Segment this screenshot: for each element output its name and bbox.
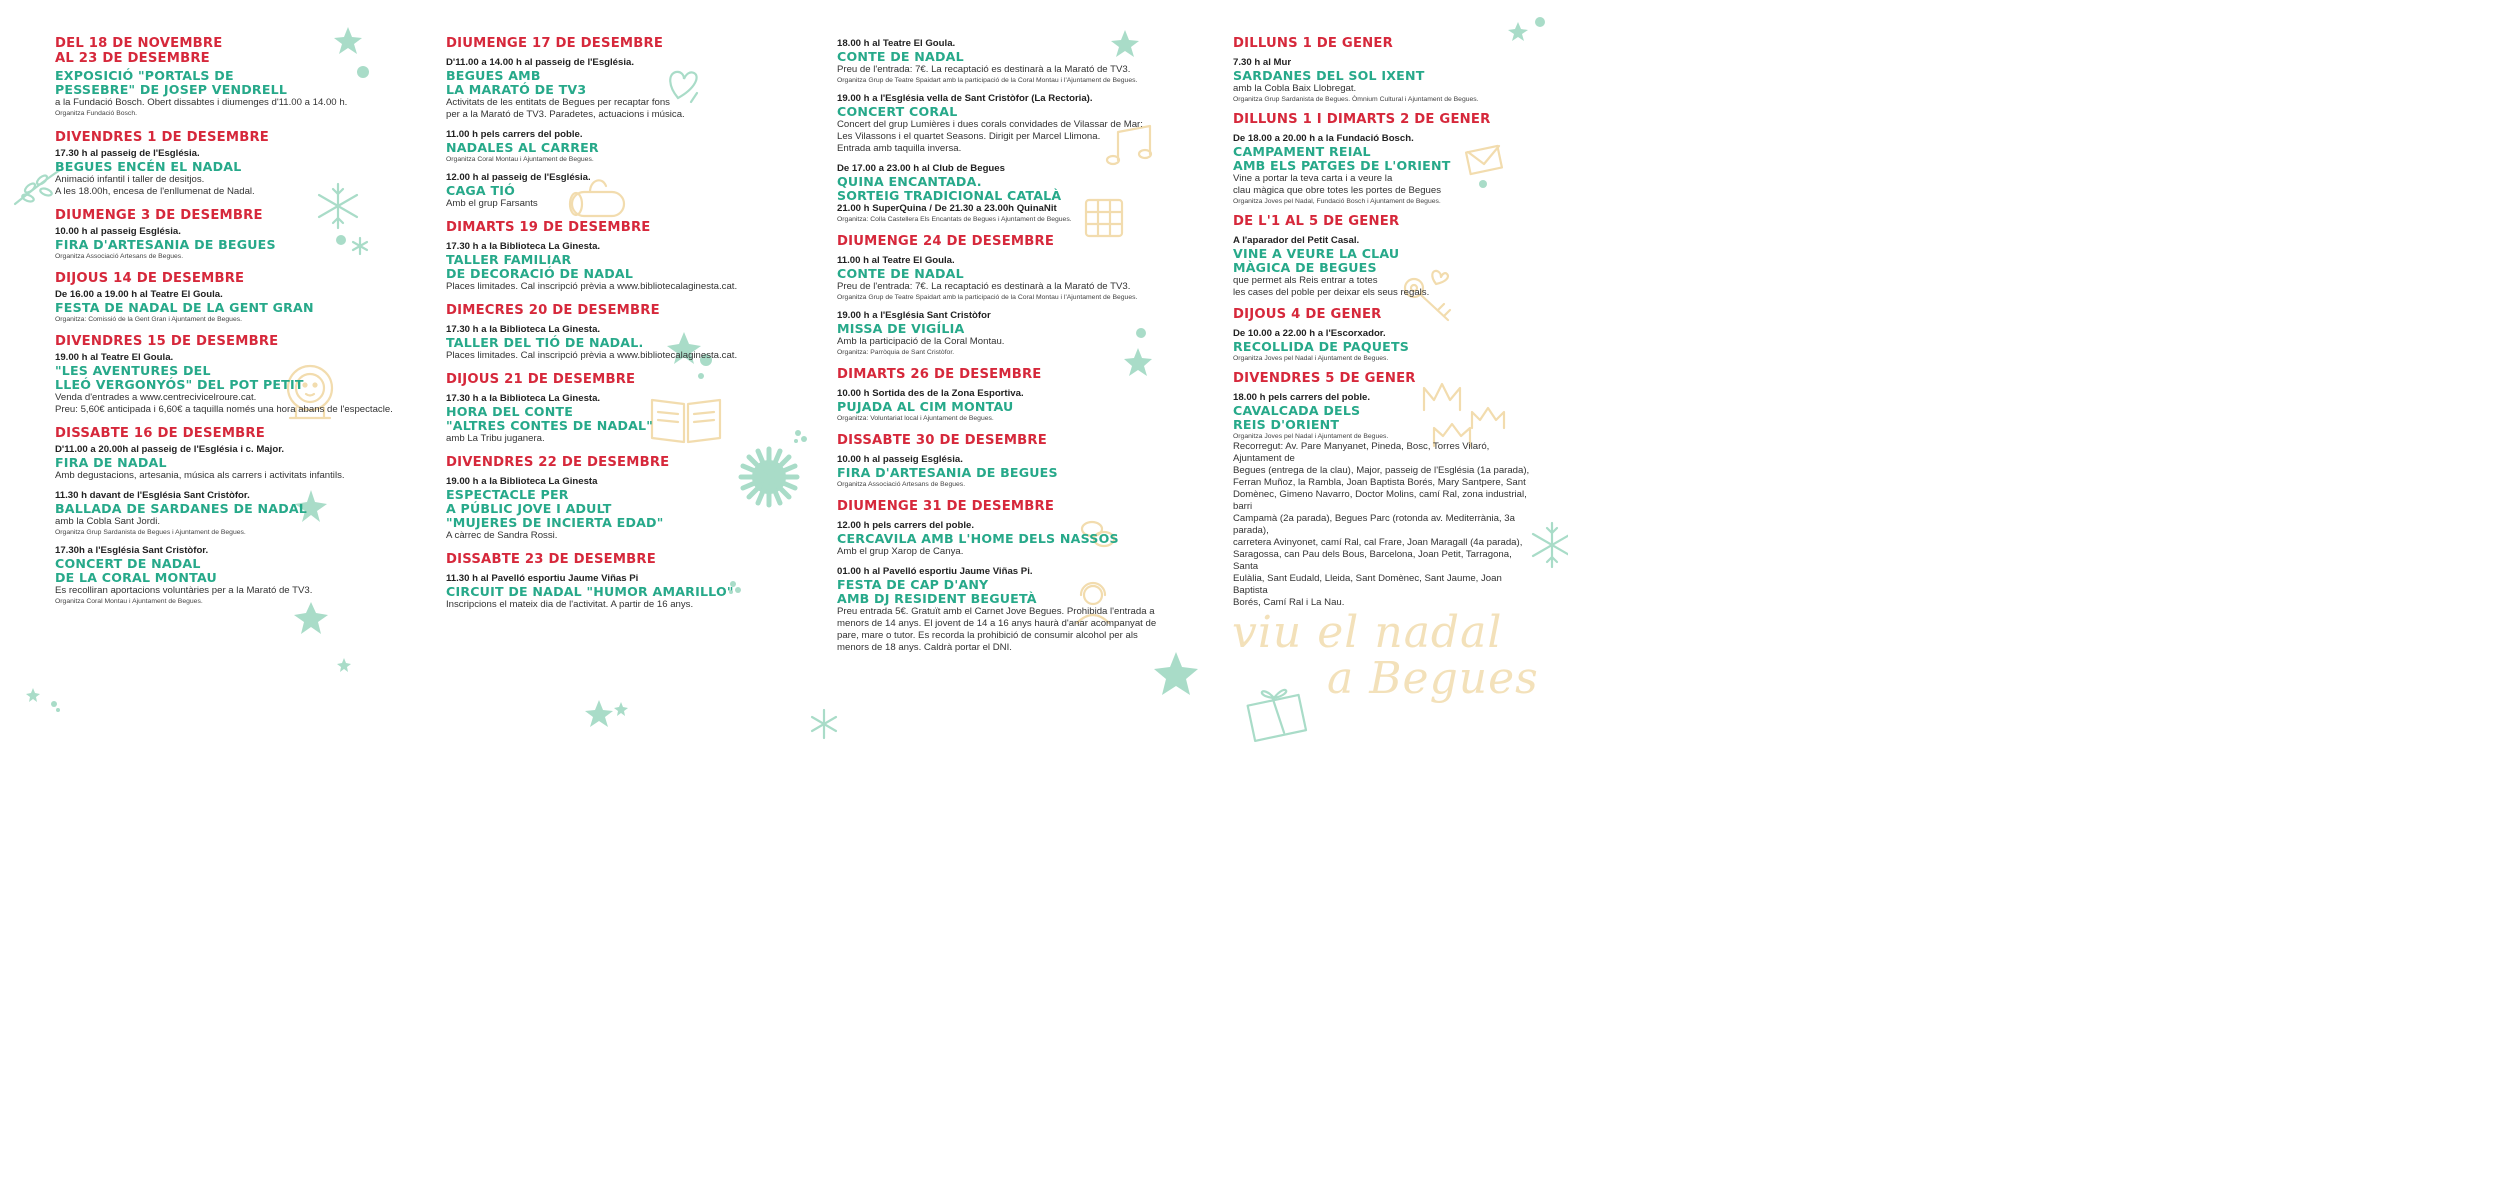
event: [1233, 441, 1533, 609]
event-time-place: 11.30 h al Pavelló esportiu Jaume Viñas Pi: [446, 573, 639, 584]
date-group: [837, 38, 1177, 224]
event: [1233, 235, 1533, 299]
event: [837, 163, 1177, 224]
column-2: [446, 36, 786, 617]
event-time-place: 17.30h a l'Església Sant Cristòfor.: [55, 545, 209, 556]
slogan-line-2: a Begues: [1327, 653, 1539, 704]
event: [1233, 57, 1533, 104]
date-heading: DIUMENGE 3 DE DESEMBRE: [55, 208, 263, 223]
event: [55, 490, 395, 537]
event-title: NADALES AL CARRER: [446, 140, 599, 155]
event-time-place: 11.00 h pels carrers del poble.: [446, 129, 583, 140]
date-heading: DIVENDRES 22 DE DESEMBRE: [446, 455, 670, 470]
event-title: BALLADA DE SARDANES DE NADAL: [55, 501, 308, 516]
event-description: Es recolliran aportacions voluntàries per a la Marató de TV3.: [55, 585, 313, 596]
event: [446, 172, 786, 210]
star-icon: [585, 700, 613, 727]
event-organizer: Organitza: Parròquia de Sant Cristòfor.: [837, 349, 955, 356]
event-organizer: Organitza Associació Artesans de Begues.: [837, 481, 966, 488]
event-organizer: Organitza Coral Montau i Ajuntament de Begues.: [446, 156, 594, 163]
event: [1233, 392, 1533, 441]
star-icon: [26, 688, 40, 702]
event-title: CAMPAMENT REIAL AMB ELS PATGES DE L'ORIENT: [1233, 144, 1451, 173]
event-description: Amb el grup Farsants: [446, 198, 538, 209]
event: [446, 129, 786, 164]
event-title: HORA DEL CONTE "ALTRES CONTES DE NADAL": [446, 404, 654, 433]
column-4: [1233, 36, 1533, 615]
event-title: CERCAVILA AMB L'HOME DELS NASSOS: [837, 531, 1119, 546]
event-time-place: 19.00 h a l'Església Sant Cristòfor: [837, 310, 991, 321]
event-time-place: De 17.00 a 23.00 h al Club de Begues: [837, 163, 1005, 174]
event-title: FIRA D'ARTESANIA DE BEGUES: [837, 465, 1058, 480]
column-3: [837, 36, 1177, 660]
date-group: [446, 36, 786, 210]
event-time-place: 19.00 h a l'Església vella de Sant Cristòfor (La Rectoria).: [837, 93, 1093, 104]
date-heading: DE L'1 AL 5 DE GENER: [1233, 214, 1400, 229]
event-description: Places limitades. Cal inscripció prèvia a www.bibliotecalaginesta.cat.: [446, 350, 738, 361]
event-time-place: D'11.00 a 20.00h al passeig de l'Església i c. Major.: [55, 444, 285, 455]
event-organizer: Organitza Joves pel Nadal, Fundació Bosch i Ajuntament de Begues.: [1233, 198, 1441, 205]
event-organizer: Organitza Grup de Teatre Spaidart amb la participació de la Coral Montau i l'Ajuntament de Begues.: [837, 294, 1138, 301]
snowflake-icon: [812, 710, 836, 738]
event-title: VINE A VEURE LA CLAU MÀGICA DE BEGUES: [1233, 246, 1400, 275]
event-organizer: Organitza Coral Montau i Ajuntament de Begues.: [55, 598, 203, 605]
event: [446, 393, 786, 445]
event-title: CONCERT DE NADAL DE LA CORAL MONTAU: [55, 556, 217, 585]
event-time-place: 17.30 h a la Biblioteca La Ginesta.: [446, 393, 601, 404]
event-time-place: 7.30 h al Mur: [1233, 57, 1292, 68]
event-description: Preu entrada 5€. Gratuït amb el Carnet Jove Begues. Prohibida l'entrada a menors de 14 anys. El jovent de 14 a 16 anys haurà d'anar acompanyat de pare, mare o tutor. Es recorda la prohibició de consumir alcohol per als menors de 18 anys. Caldrà portar el DNI.: [837, 606, 1157, 653]
event-title: FIRA DE NADAL: [55, 455, 167, 470]
event: [837, 566, 1177, 654]
date-group: [837, 234, 1177, 357]
date-group: [55, 271, 395, 324]
date-heading: DEL 18 DE NOVEMBRE AL 23 DE DESEMBRE: [55, 36, 223, 66]
date-group: [446, 552, 786, 611]
event: [446, 573, 786, 611]
event-title: QUINA ENCANTADA. SORTEIG TRADICIONAL CATALÀ: [837, 174, 1062, 203]
program-page: [0, 0, 1568, 742]
event-time-place: De 10.00 a 22.00 h a l'Escorxador.: [1233, 328, 1386, 339]
event-time-place: 17.30 h a la Biblioteca La Ginesta.: [446, 241, 601, 252]
event-title: BEGUES ENCÉN EL NADAL: [55, 159, 242, 174]
event-title: TALLER FAMILIAR DE DECORACIÓ DE NADAL: [446, 252, 634, 281]
event-title: CONTE DE NADAL: [837, 49, 964, 64]
event-organizer: Organitza Joves pel Nadal i Ajuntament de Begues.: [1233, 433, 1389, 440]
event: [446, 241, 786, 293]
event-time-place: 18.00 h pels carrers del poble.: [1233, 392, 1371, 403]
event-organizer: Organitza: Voluntariat local i Ajuntament de Begues.: [837, 415, 994, 422]
event-time-place: 11.00 h al Teatre El Goula.: [837, 255, 955, 266]
event-description: Places limitades. Cal inscripció prèvia a www.bibliotecalaginesta.cat.: [446, 281, 738, 292]
event-description: que permet als Reis entrar a totes les cases del poble per deixar els seus regals.: [1233, 275, 1430, 298]
event-title: "LES AVENTURES DEL LLEÓ VERGONYÓS" DEL POT PETIT: [55, 363, 304, 392]
event-description: Concert del grup Lumières i dues corals convidades de Vilassar de Mar: Les Vilassons i el quartet Seasons. Dirigit per Marcel Llimona. Entrada amb taquilla inversa.: [837, 119, 1143, 154]
date-group: [837, 499, 1177, 654]
event-description: Preu de l'entrada: 7€. La recaptació es destinarà a la Marató de TV3.: [837, 281, 1131, 292]
event-organizer: Organitza: Colla Castellera Els Encantats de Begues i Ajuntament de Begues.: [837, 216, 1072, 223]
event-time-place: 12.00 h al passeig de l'Església.: [446, 172, 591, 183]
event: [1233, 328, 1533, 363]
date-group: [55, 130, 395, 198]
event-title: EXPOSICIÓ "PORTALS DE PESSEBRE" DE JOSEP VENDRELL: [55, 68, 288, 97]
event-organizer: Organitza Grup de Teatre Spaidart amb la participació de la Coral Montau i l'Ajuntament de Begues.: [837, 77, 1138, 84]
event-description: Amb degustacions, artesania, música als carrers i activitats infantils.: [55, 470, 345, 481]
event-description: amb la Cobla Baix Llobregat.: [1233, 83, 1357, 94]
event-time-place: De 16.00 a 19.00 h al Teatre El Goula.: [55, 289, 223, 300]
event-time-place: 18.00 h al Teatre El Goula.: [837, 38, 956, 49]
event-description: a la Fundació Bosch. Obert dissabtes i diumenges d'11.00 a 14.00 h.: [55, 97, 348, 108]
event: [446, 57, 786, 121]
date-group: [1233, 307, 1533, 363]
event-title: CONTE DE NADAL: [837, 266, 964, 281]
date-group: [55, 426, 395, 606]
event: [55, 69, 395, 118]
event-title: BEGUES AMB LA MARATÓ DE TV3: [446, 68, 587, 97]
date-group: [446, 372, 786, 445]
date-heading: DILLUNS 1 I DIMARTS 2 DE GENER: [1233, 112, 1491, 127]
event-organizer: Organitza Grup Sardanista de Begues i Ajuntament de Begues.: [55, 529, 246, 536]
event-title: CAVALCADA DELS REIS D'ORIENT: [1233, 403, 1361, 432]
date-group: [446, 303, 786, 362]
event-organizer: Organitza Fundació Bosch.: [55, 110, 137, 117]
date-heading: DIVENDRES 5 DE GENER: [1233, 371, 1416, 386]
event: [837, 388, 1177, 423]
event: [446, 324, 786, 362]
date-heading: DISSABTE 23 DE DESEMBRE: [446, 552, 656, 567]
event: [55, 36, 395, 66]
event-description: Venda d'entrades a www.centrecivicelroure.cat. Preu: 5,60€ anticipada i 6,60€ a taquilla només una hora abans de l'espectacle.: [55, 392, 393, 415]
event: [837, 310, 1177, 357]
event-time-place: 10.00 h Sortida des de la Zona Esportiva.: [837, 388, 1024, 399]
event-time-place: 10.00 h al passeig Església.: [55, 226, 181, 237]
event-time-place: D'11.00 a 14.00 h al passeig de l'Església.: [446, 57, 635, 68]
dots-icon: [795, 430, 801, 436]
date-group: [55, 208, 395, 261]
event-description: A càrrec de Sandra Rossi.: [446, 530, 558, 541]
event: [446, 476, 786, 542]
event-time-place: 01.00 h al Pavelló esportiu Jaume Viñas Pi.: [837, 566, 1033, 577]
event-organizer: Organitza: Comissió de la Gent Gran i Ajuntament de Begues.: [55, 316, 243, 323]
event-title: TALLER DEL TIÓ DE NADAL.: [446, 335, 644, 350]
event-time-place: 12.00 h pels carrers del poble.: [837, 520, 975, 531]
event: [55, 545, 395, 606]
event-time-place: 17.30 h a la Biblioteca La Ginesta.: [446, 324, 601, 335]
event: [837, 93, 1177, 155]
date-heading: DIMECRES 20 DE DESEMBRE: [446, 303, 660, 318]
date-heading: DIMARTS 19 DE DESEMBRE: [446, 220, 651, 235]
date-heading: DIVENDRES 1 DE DESEMBRE: [55, 130, 270, 145]
date-heading: DIMARTS 26 DE DESEMBRE: [837, 367, 1042, 382]
event-title: CIRCUIT DE NADAL "HUMOR AMARILLO": [446, 584, 734, 599]
date-group: [55, 334, 395, 416]
event-description: amb La Tribu juganera.: [446, 433, 545, 444]
event: [55, 352, 395, 416]
event-time-place: De 18.00 a 20.00 h a la Fundació Bosch.: [1233, 133, 1414, 144]
snowflake-icon: [1533, 523, 1568, 567]
event-title: MISSA DE VIGÍLIA: [837, 321, 965, 336]
route-description: Recorregut: Av. Pare Manyanet, Pineda, Bosc, Torres Vilaró, Ajuntament de Begues (entrega de la clau), Major, passeig de l'Església (1a parada), Ferran Muñoz, la Rambla, Joan Baptista Borés, Mary Santpere, Sant Domènec, Gimeno Navarro, Doctor Molins, camí Ral, zona industrial, barri Campamà (2a parada), Begues Parc (rotonda av. Mediterrània, 3a parada), carretera Avinyonet, camí Ral, cal Frare, Joan Maragall (4a parada), Saragossa, can Pau dels Bous, Barcelona, Joan Petit, Tarragona, Santa Eulàlia, Sant Eudald, Lleida, Sant Domènec, Sant Jaume, Joan Baptista Borés, Camí Ral i La Nau.: [1233, 441, 1530, 608]
event-title: SARDANES DEL SOL IXENT: [1233, 68, 1425, 83]
event: [55, 289, 395, 324]
date-heading: DIUMENGE 31 DE DESEMBRE: [837, 499, 1055, 514]
event-organizer: Organitza Joves pel Nadal i Ajuntament de Begues.: [1233, 355, 1389, 362]
event-description: Activitats de les entitats de Begues per recaptar fons per a la Marató de TV3. Paradetes, actuacions i música.: [446, 97, 685, 120]
event-description: Amb el grup Xarop de Canya.: [837, 546, 964, 557]
event-description: 21.00 h SuperQuina / De 21.30 a 23.00h QuinaNit: [837, 203, 1057, 214]
event-title: ESPECTACLE PER A PÚBLIC JOVE I ADULT "MUJERES DE INCIERTA EDAD": [446, 487, 664, 530]
event-time-place: A l'aparador del Petit Casal.: [1233, 235, 1360, 246]
star-icon: [614, 702, 628, 716]
date-heading: DIUMENGE 17 DE DESEMBRE: [446, 36, 664, 51]
date-heading: DIVENDRES 15 DE DESEMBRE: [55, 334, 279, 349]
date-group: [1233, 112, 1533, 206]
event: [837, 38, 1177, 85]
date-group: [1233, 36, 1533, 104]
event: [55, 226, 395, 261]
event-title: PUJADA AL CIM MONTAU: [837, 399, 1014, 414]
date-heading: DILLUNS 1 DE GENER: [1233, 36, 1393, 51]
event-organizer: Organitza Associació Artesans de Begues.: [55, 253, 184, 260]
date-heading: DIUMENGE 24 DE DESEMBRE: [837, 234, 1055, 249]
event-description: amb la Cobla Sant Jordi.: [55, 516, 161, 527]
event-title: CONCERT CORAL: [837, 104, 958, 119]
event-organizer: Organitza Grup Sardanista de Begues. Òmnium Cultural i Ajuntament de Begues.: [1233, 96, 1479, 103]
event-description: Preu de l'entrada: 7€. La recaptació es destinarà a la Marató de TV3.: [837, 64, 1131, 75]
event: [55, 444, 395, 482]
event-time-place: 17.30 h al passeig de l'Església.: [55, 148, 200, 159]
slogan-line-1: viu el nadal: [1232, 607, 1503, 658]
date-group: [1233, 214, 1533, 299]
date-heading: DIJOUS 4 DE GENER: [1233, 307, 1382, 322]
event-description: Inscripcions el mateix dia de l'activitat. A partir de 16 anys.: [446, 599, 694, 610]
event-title: RECOLLIDA DE PAQUETS: [1233, 339, 1410, 354]
date-group: [837, 367, 1177, 423]
event-time-place: 19.00 h al Teatre El Goula.: [55, 352, 174, 363]
date-group: [446, 220, 786, 293]
event-title: FESTA DE CAP D'ANY AMB DJ RESIDENT BEGUETÀ: [837, 577, 1037, 606]
event-time-place: 19.00 h a la Biblioteca La Ginesta: [446, 476, 598, 487]
event-description: Vine a portar la teva carta i a veure la clau màgica que obre totes les portes de Begues: [1233, 173, 1441, 196]
slogan: [1232, 607, 1552, 704]
date-heading: DISSABTE 16 DE DESEMBRE: [55, 426, 265, 441]
date-heading: DIJOUS 21 DE DESEMBRE: [446, 372, 636, 387]
event-time-place: 11.30 h davant de l'Església Sant Cristòfor.: [55, 490, 250, 501]
event-title: CAGA TIÓ: [446, 183, 516, 198]
date-group: [1233, 371, 1533, 609]
event: [1233, 133, 1533, 206]
event-time-place: 10.00 h al passeig Església.: [837, 454, 963, 465]
event-title: FESTA DE NADAL DE LA GENT GRAN: [55, 300, 314, 315]
date-heading: DIJOUS 14 DE DESEMBRE: [55, 271, 245, 286]
leaf-branch-icon: [15, 170, 60, 204]
date-group: [446, 455, 786, 542]
star-icon: [337, 658, 351, 672]
date-group: [837, 433, 1177, 489]
event-title: FIRA D'ARTESANIA DE BEGUES: [55, 237, 276, 252]
date-heading: DISSABTE 30 DE DESEMBRE: [837, 433, 1047, 448]
event: [55, 148, 395, 198]
column-1: [55, 36, 395, 612]
event: [837, 255, 1177, 302]
event-description: Amb la participació de la Coral Montau.: [837, 336, 1005, 347]
event-description: Animació infantil i taller de desitjos. A les 18.00h, encesa de l'enllumenat de Nadal.: [55, 174, 255, 197]
event: [837, 454, 1177, 489]
event: [837, 520, 1177, 558]
